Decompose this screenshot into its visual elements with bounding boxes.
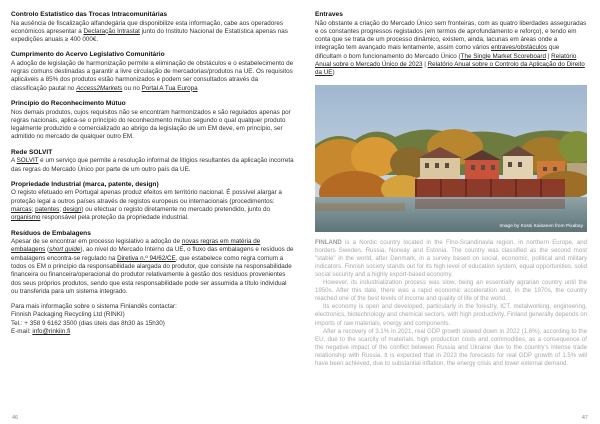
intro-paragraph bbox=[315, 239, 587, 279]
text-run: ; bbox=[31, 205, 36, 213]
text-run: Na ausência de fiscalização alfandegária que disponibilize esta informação, cabe aos operadores económicos apresentar a bbox=[11, 19, 283, 35]
page-number-left: 46 bbox=[12, 415, 19, 421]
section bbox=[11, 51, 294, 93]
text-run: Nos demais produtos, cujos requisitos não se encontram harmonizados e são regulados apenas por regras nacionais, aplica-se o princípio do reconhecimento mútuo segundo o qual qualquer produto legalmente produzido e comercializado ao abrigo da legislação de um EM deve, em princípio, ser admitido no mercado de qualquer outro EM. bbox=[11, 108, 291, 141]
paragraph-text: is a Nordic country located in the Fino-Scandinavia region, in northern Europe, and borders Sweden, Russia, Norway and Estonia. The country was classified as the second most "stable" in the world, after Denmark, in a survey based on social, economic, political and military indicators. Finnish society stands out for its high level of education system, equal opportunities, solid social security and a highly export-based economy. bbox=[315, 238, 587, 278]
section-body bbox=[315, 20, 587, 78]
contact-email-line bbox=[11, 328, 294, 336]
text-run: | bbox=[546, 52, 552, 60]
text-link[interactable]: Diretiva n.º 94/62/CE bbox=[117, 254, 176, 262]
text-link[interactable]: SOLVIT bbox=[16, 157, 39, 165]
contact-intro: Para mais informação sobre o sistema Finlandês contactar: bbox=[11, 303, 177, 311]
paragraph-text: After a recovery of 3.1% in 2021, real GDP growth slowed down in 2022 (1.6%), according to the EU, due to the scarcity of materials, high production costs and commodities, as a consequence of the negative impact of the conflict between Russia and Ukraine due to the country's intense trade relationship with Russia. It is expected that in 2023 the forecasts for real GDP growth of 1.5% will have been achieved, due to substantial inflation, the energy crisis and lower external demand. bbox=[315, 327, 587, 367]
section-body bbox=[11, 238, 294, 296]
section bbox=[11, 149, 294, 174]
image-credit: Image by Kossi Kaisanen from Pixabay bbox=[499, 223, 583, 229]
section-heading: Princípio do Reconhecimento Mútuo bbox=[11, 100, 126, 108]
text-run: ; bbox=[59, 205, 63, 213]
text-run: junto do Instituto Nacional de Estatística apenas nas expedições anuais ≥ 400 000€. bbox=[11, 27, 288, 44]
text-link[interactable]: Relatório Anual sobre o Mercado Único de 2023 bbox=[315, 52, 577, 68]
text-run: O registo efetuado em Portugal apenas produz efeitos em território nacional. É possível alargar a proteção legal a outros países através de registos europeus ou internacionais (procedimentos: bbox=[11, 189, 282, 205]
section-heading: Entraves bbox=[315, 11, 343, 18]
text-link[interactable]: marcas bbox=[11, 205, 32, 213]
section-body bbox=[11, 60, 294, 93]
text-link[interactable]: patentes bbox=[35, 205, 60, 213]
section bbox=[11, 230, 294, 297]
text-link[interactable]: Portal A Tua Europa bbox=[141, 84, 198, 92]
hero-image bbox=[315, 85, 587, 232]
section bbox=[11, 11, 294, 44]
text-link[interactable]: novas regras em matéria de embalagens bbox=[11, 238, 261, 254]
text-run: é um serviço que permite a resolução informal de litígios resultantes da aplicação incorreta das regras do Mercado Único por parte de um outro país da UE. bbox=[11, 157, 294, 173]
text-run: , que estabelece como regra comum a todos os EM o princípio da responsabilidade alargada do produtor, que consiste na responsabilidade financeira ou financeira/operacional do produtor relativamente à gestão dos resíduos provenientes dos seus próprios produtos, sendo que esta responsabilidade pode ser assumida a título individual ou transferida para um sistema integrado. bbox=[11, 254, 292, 295]
section-heading: Rede SOLVIT bbox=[11, 148, 53, 156]
section-body bbox=[11, 20, 294, 45]
country-intro bbox=[315, 239, 587, 369]
section-heading: Resíduos de Embalagens bbox=[11, 229, 91, 237]
text-run: ( bbox=[45, 246, 50, 254]
text-link[interactable]: entraves/obstáculos bbox=[491, 44, 548, 52]
text-run: | bbox=[422, 60, 428, 68]
section-heading: Controlo Estatístico das Trocas Intracomunitárias bbox=[11, 11, 168, 18]
town-photo-illustration bbox=[315, 85, 587, 232]
intro-paragraph bbox=[315, 279, 587, 303]
text-run: ) bbox=[332, 69, 335, 77]
page-number-right: 47 bbox=[581, 415, 588, 421]
contact-phone: Tel.: + 358 9 6162 3500 (dias úteis das 8h30 às 15h30) bbox=[11, 319, 165, 327]
section-body bbox=[11, 189, 294, 222]
text-link[interactable]: organismo bbox=[11, 214, 41, 222]
contact-email-label: E-mail: bbox=[11, 328, 33, 336]
text-run: ou no bbox=[122, 84, 142, 92]
section bbox=[11, 100, 294, 142]
right-page bbox=[300, 0, 600, 424]
paragraph-text: Its economy is open and developed, particularly in the forestry, ICT, metalworking, engineering, electronics, biotechnology and chemical sectors, with high productivity. Finland generally depends on imports of raw materials, energy and components. bbox=[315, 303, 587, 327]
section-heading: Propriedade Industrial (marca, patente, design) bbox=[11, 180, 159, 188]
section-body bbox=[11, 157, 294, 174]
text-link[interactable]: Relatório Anual sobre o Controlo da Aplicação do Direito da UE bbox=[315, 60, 585, 77]
text-run: que dificultam o bom funcionamento do Mercado Único ( bbox=[315, 44, 560, 60]
text-link[interactable]: Declaração Intrastat bbox=[83, 27, 140, 35]
text-run: A adoção de legislação de harmonização permite a eliminação de obstáculos e o estabelecimento de regras comuns destinadas a garantir a livre circulação de mercadorias/produtos na UE. Os requisitos aplicáveis a 85% dos produtos estão harmonizados e podem ser consultados através da classificação pautal no bbox=[11, 59, 294, 92]
text-link[interactable]: design bbox=[62, 205, 82, 213]
text-link[interactable]: The Single Market Scoreboard bbox=[460, 52, 547, 60]
right-column bbox=[315, 11, 587, 368]
country-name: FINLAND bbox=[315, 238, 342, 246]
text-run: Apesar de se encontrar em processo legislativo a adoção de bbox=[11, 238, 182, 246]
section-heading: Cumprimento do Acervo Legislativo Comunitário bbox=[11, 51, 165, 59]
intro-paragraph bbox=[315, 303, 587, 327]
text-run: Não obstante a criação do Mercado Único sem fronteiras, com as quatro liberdades asseguradas e os constantes progressos registados (em termos de aprofundamento e reforço), e tendo em conta que se trata de um processo dinâmico, existem, ainda, lacunas em áreas onde a integração tem avançado mais lentamente, assim como vários bbox=[315, 19, 587, 52]
section bbox=[11, 181, 294, 223]
text-link[interactable]: Access2Markets bbox=[76, 84, 123, 92]
contact-email-link[interactable]: info@rinkiin.fi bbox=[32, 328, 71, 336]
text-run: responsável pela proteção da propriedade industrial. bbox=[40, 214, 189, 222]
text-run: ), ao nível do Mercado Interno da UE, o fluxo das embalagens e resíduos de embalagens encontra-se regulado na bbox=[11, 246, 294, 262]
text-link[interactable]: short guide bbox=[49, 246, 81, 254]
text-run: A bbox=[11, 157, 17, 165]
section-entraves bbox=[315, 11, 587, 78]
intro-paragraph bbox=[315, 328, 587, 368]
contact-block bbox=[11, 303, 294, 336]
paragraph-text: However, its industrialization process was slow, being an essentially agrarian country until the 1950s. After this date, there was a rapid economic acceleration and, in the 1970s, the country reached one of the best levels of income and quality of life of the world. bbox=[315, 279, 587, 303]
left-column bbox=[11, 11, 294, 343]
section-body bbox=[11, 109, 294, 142]
text-run: ) ou efectuar o registo diretamente no mercado pretendido, junto do bbox=[81, 205, 271, 213]
contact-org: Finnish Packaging Recycling Ltd (RINKI) bbox=[11, 311, 125, 319]
